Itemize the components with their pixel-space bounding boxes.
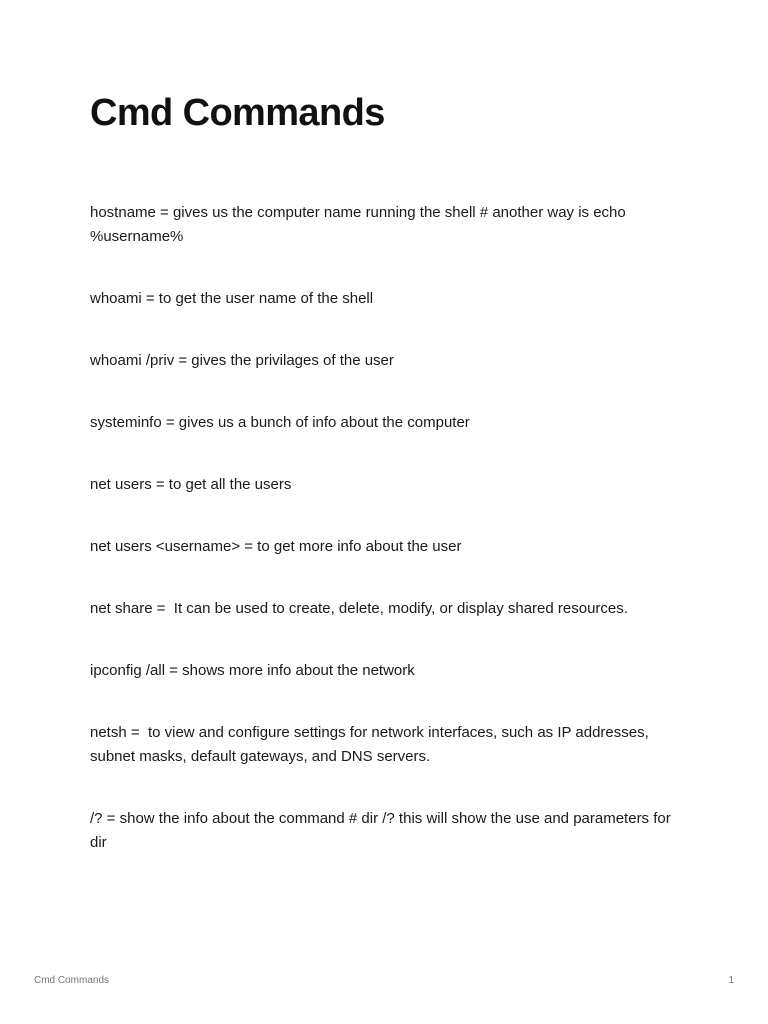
footer-page-number: 1 bbox=[728, 975, 734, 986]
command-list bbox=[90, 201, 680, 893]
command-entry-help: /? = show the info about the command # dir /? this will show the use and parameters for dir bbox=[90, 810, 675, 851]
command-entry-net-share: net share = It can be used to create, delete, modify, or display shared resources. bbox=[90, 600, 628, 617]
command-entry-systeminfo: systeminfo = gives us a bunch of info about the computer bbox=[90, 414, 470, 431]
command-entry-net-users-username: net users <username> = to get more info about the user bbox=[90, 538, 462, 555]
footer-document-title: Cmd Commands bbox=[34, 975, 110, 986]
command-entry-ipconfig-all: ipconfig /all = shows more info about the network bbox=[90, 662, 415, 679]
command-entry-net-users: net users = to get all the users bbox=[90, 476, 292, 493]
command-entry-hostname: hostname = gives us the computer name running the shell # another way is echo %username% bbox=[90, 204, 630, 245]
command-entry-netsh: netsh = to view and configure settings for network interfaces, such as IP addresses, subnet masks, default gateways, and DNS servers. bbox=[90, 724, 653, 765]
command-entry-whoami-priv: whoami /priv = gives the privilages of the user bbox=[90, 352, 394, 369]
command-entry-whoami: whoami = to get the user name of the shell bbox=[90, 290, 374, 307]
page-title: Cmd Commands bbox=[90, 92, 385, 134]
